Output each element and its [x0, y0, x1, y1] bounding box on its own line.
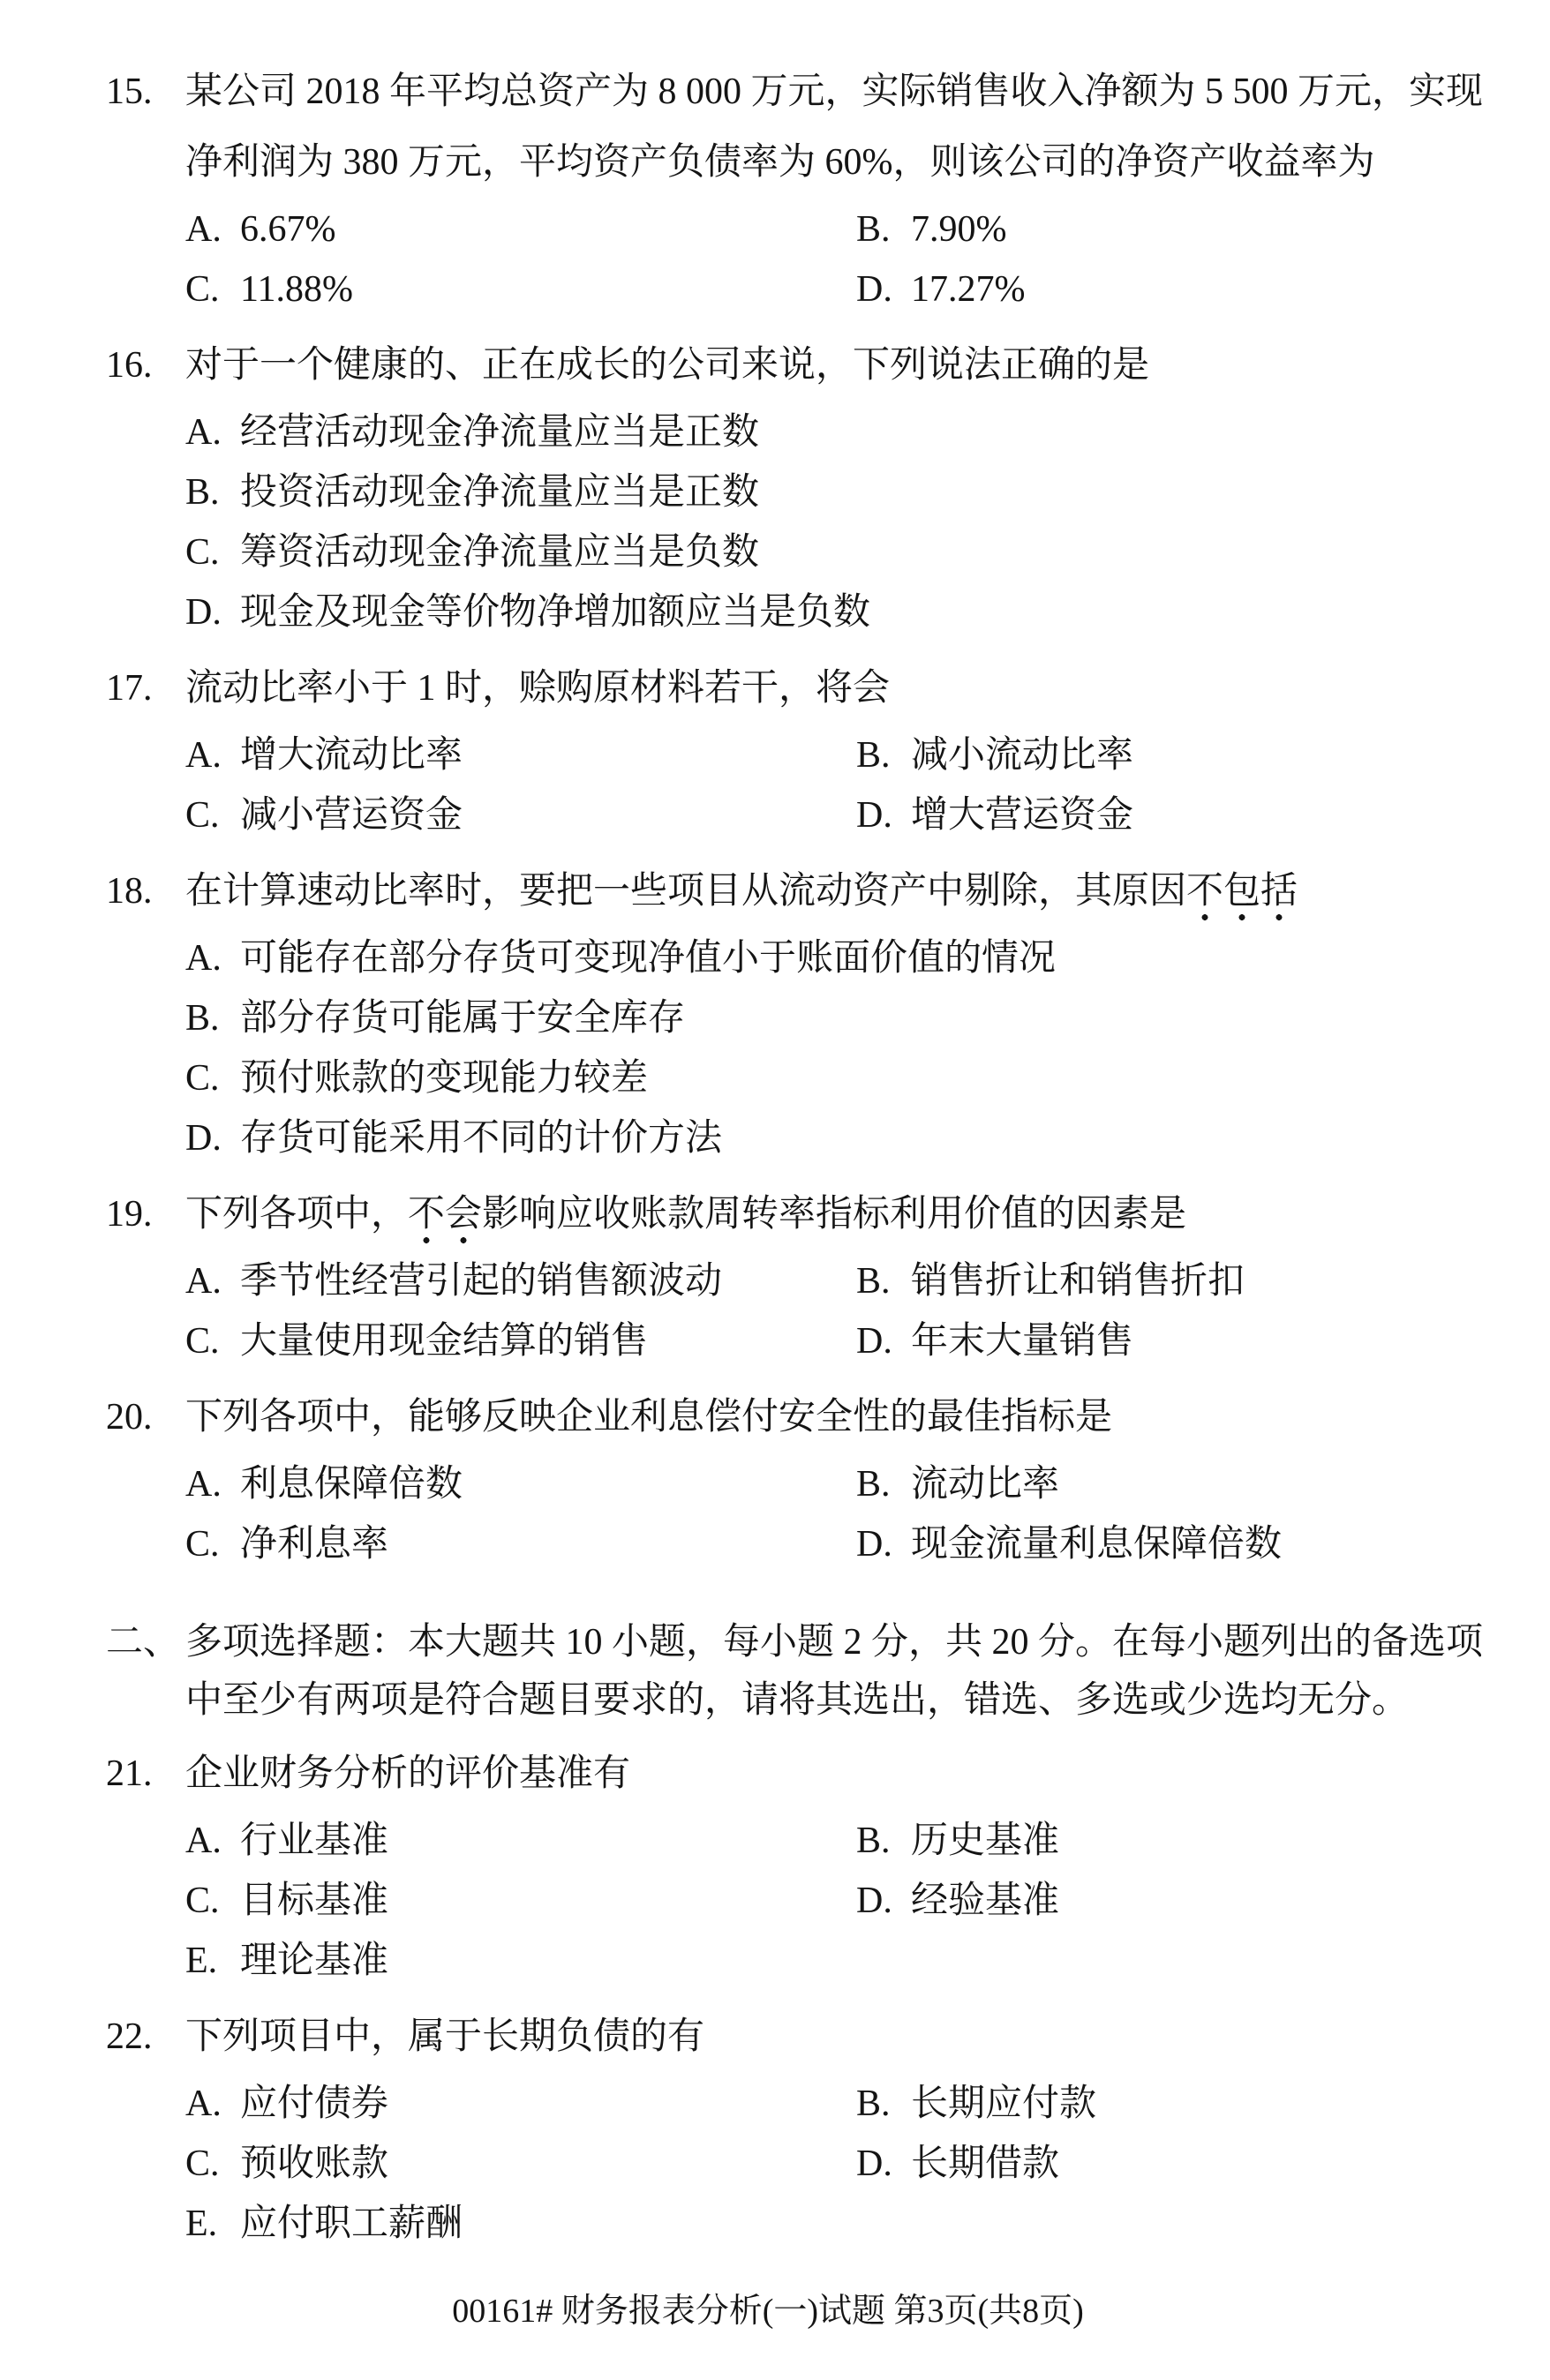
option-text: 投资活动现金净流量应当是正数	[240, 472, 760, 513]
question-22-options	[106, 2074, 1501, 2254]
option-label: C.	[185, 532, 220, 573]
option-label: B.	[856, 209, 891, 250]
option-b	[856, 199, 1501, 259]
option-label: C.	[185, 795, 220, 836]
question-number: 22.	[106, 2016, 153, 2057]
option-e	[185, 2194, 856, 2254]
option-d	[185, 582, 1501, 642]
option-text: 筹资活动现金净流量应当是负数	[240, 532, 760, 573]
option-b	[856, 725, 1501, 785]
option-label: B.	[856, 2083, 891, 2124]
question-16-stem	[106, 330, 1501, 401]
stem-text: 企业财务分析的评价基准有	[185, 1753, 631, 1794]
option-text: 7.90%	[911, 209, 1007, 250]
option-a	[185, 402, 1501, 462]
option-a	[185, 928, 1501, 988]
option-text: 利息保障倍数	[240, 1464, 463, 1505]
question-number: 20.	[106, 1397, 153, 1438]
stem-text: 对于一个健康的、正在成长的公司来说，下列说法正确的是	[185, 345, 1150, 386]
option-a	[185, 1811, 856, 1871]
option-text: 经营活动现金净流量应当是正数	[240, 412, 760, 453]
option-label: D.	[856, 1881, 892, 1921]
option-d	[856, 1514, 1501, 1574]
option-text: 6.67%	[240, 209, 336, 250]
option-label: A.	[185, 412, 222, 453]
option-text: 销售折让和销售折扣	[911, 1261, 1245, 1302]
stem-text-emphasized: 不会	[408, 1194, 482, 1246]
question-number: 15.	[106, 71, 153, 112]
stem-text-emphasized: 不包括	[1186, 871, 1298, 923]
stem-text: 流动比率小于 1 时，赊购原材料若干，将会	[185, 668, 891, 709]
option-text: 长期借款	[911, 2144, 1060, 2184]
option-text: 大量使用现金结算的销售	[240, 1321, 649, 1362]
option-a	[185, 1454, 856, 1514]
question-19-options	[106, 1251, 1501, 1371]
page-footer: 00161# 财务报表分析(一)试题 第3页(共8页)	[452, 2293, 1084, 2330]
option-text: 行业基准	[240, 1821, 389, 1861]
section-instructions: 多项选择题：本大题共 10 小题，每小题 2 分，共 20 分。在每小题列出的备选项中至少有两项是符合题目要求的，请将其选出，错选、多选或少选均无分。	[185, 1622, 1484, 1721]
option-text: 预付账款的变现能力较差	[240, 1058, 649, 1099]
option-text: 17.27%	[911, 269, 1026, 310]
option-text: 减小流动比率	[911, 735, 1134, 776]
stem-text: 在计算速动比率时，要把一些项目从流动资产中剔除，其原因	[185, 871, 1187, 912]
option-c	[185, 1871, 856, 1931]
option-text: 理论基准	[240, 1941, 389, 1981]
option-d	[856, 785, 1501, 845]
option-e	[185, 1931, 856, 1991]
option-c	[185, 1048, 1501, 1108]
option-text: 应付职工薪酬	[240, 2204, 463, 2244]
question-number: 18.	[106, 871, 153, 912]
question-number: 21.	[106, 1753, 153, 1794]
question-19-stem	[106, 1179, 1501, 1250]
option-label: C.	[185, 1058, 220, 1099]
option-text: 季节性经营引起的销售额波动	[240, 1261, 723, 1302]
question-18-options	[106, 928, 1501, 1168]
option-text: 增大流动比率	[240, 735, 463, 776]
question-21-stem	[106, 1738, 1501, 1809]
option-label: E.	[185, 1941, 218, 1981]
option-label: B.	[856, 1821, 891, 1861]
section-number: 二、	[106, 1622, 181, 1663]
option-text: 目标基准	[240, 1881, 389, 1921]
option-text: 净利息率	[240, 1524, 389, 1565]
option-label: B.	[185, 472, 220, 513]
option-label: B.	[856, 1464, 891, 1505]
question-21	[106, 1738, 1501, 1991]
option-text: 部分存货可能属于安全库存	[240, 998, 686, 1039]
question-number: 19.	[106, 1194, 153, 1235]
option-text: 可能存在部分存货可变现净值小于账面价值的情况	[240, 938, 1057, 979]
option-label: D.	[185, 592, 222, 633]
section-2-header	[106, 1613, 1501, 1730]
option-label: D.	[856, 2144, 892, 2184]
option-b	[185, 988, 1501, 1048]
option-d	[856, 1871, 1501, 1931]
question-19	[106, 1179, 1501, 1371]
option-b	[856, 1811, 1501, 1871]
option-text: 流动比率	[911, 1464, 1060, 1505]
question-15-options	[106, 199, 1501, 319]
option-text: 预收账款	[240, 2144, 389, 2184]
option-label: A.	[185, 938, 222, 979]
option-label: D.	[856, 1321, 892, 1362]
question-22-stem	[106, 2001, 1501, 2072]
option-label: C.	[185, 269, 220, 310]
question-17	[106, 653, 1501, 845]
option-d	[185, 1108, 1501, 1168]
option-text: 11.88%	[240, 269, 353, 310]
option-c	[185, 522, 1501, 582]
option-d	[856, 259, 1501, 319]
stem-text: 下列各项中，能够反映企业利息偿付安全性的最佳指标是	[185, 1397, 1113, 1438]
option-label: B.	[856, 735, 891, 776]
question-21-options	[106, 1811, 1501, 1991]
option-text: 减小营运资金	[240, 795, 463, 836]
question-17-stem	[106, 653, 1501, 724]
option-label: C.	[185, 1881, 220, 1921]
option-label: D.	[856, 795, 892, 836]
question-20-stem	[106, 1382, 1501, 1453]
option-d	[856, 1311, 1501, 1371]
option-label: A.	[185, 735, 222, 776]
question-22	[106, 2001, 1501, 2254]
question-18-stem	[106, 856, 1501, 927]
option-d	[856, 2134, 1501, 2194]
option-label: A.	[185, 209, 222, 250]
option-text: 年末大量销售	[911, 1321, 1134, 1362]
question-17-options	[106, 725, 1501, 845]
question-15	[106, 56, 1501, 319]
option-b	[856, 2074, 1501, 2134]
option-a	[185, 1251, 856, 1311]
stem-text: 某公司 2018 年平均总资产为 8 000 万元，实际销售收入净额为 5 500 万元，实现净利润为 380 万元，平均资产负债率为 60%，则该公司的净资产收益率为	[185, 71, 1484, 183]
option-text: 存货可能采用不同的计价方法	[240, 1118, 723, 1159]
exam-page	[106, 56, 1501, 2333]
option-a	[185, 2074, 856, 2134]
question-20	[106, 1382, 1501, 1574]
option-c	[185, 785, 856, 845]
question-20-options	[106, 1454, 1501, 1574]
question-15-stem	[106, 56, 1501, 198]
option-c	[185, 259, 856, 319]
question-16-options	[106, 402, 1501, 642]
option-label: E.	[185, 2204, 218, 2244]
option-b	[185, 462, 1501, 522]
option-label: C.	[185, 1321, 220, 1362]
option-label: A.	[185, 1261, 222, 1302]
option-text: 经验基准	[911, 1881, 1060, 1921]
question-number: 16.	[106, 345, 153, 386]
option-label: A.	[185, 2083, 222, 2124]
option-label: D.	[856, 269, 892, 310]
option-b	[856, 1454, 1501, 1514]
option-c	[185, 1514, 856, 1574]
option-text: 应付债券	[240, 2083, 389, 2124]
question-18	[106, 856, 1501, 1168]
option-label: D.	[856, 1524, 892, 1565]
stem-text: 影响应收账款周转率指标利用价值的因素是	[482, 1194, 1187, 1235]
stem-text: 下列各项中，	[185, 1194, 409, 1235]
option-label: D.	[185, 1118, 222, 1159]
stem-text: 下列项目中，属于长期负债的有	[185, 2016, 705, 2057]
option-label: A.	[185, 1821, 222, 1861]
option-a	[185, 199, 856, 259]
option-text: 增大营运资金	[911, 795, 1134, 836]
option-label: B.	[856, 1261, 891, 1302]
option-text: 现金流量利息保障倍数	[911, 1524, 1283, 1565]
option-text: 历史基准	[911, 1821, 1060, 1861]
option-text: 现金及现金等价物净增加额应当是负数	[240, 592, 871, 633]
question-16	[106, 330, 1501, 642]
option-c	[185, 2134, 856, 2194]
option-label: B.	[185, 998, 220, 1039]
option-b	[856, 1251, 1501, 1311]
option-label: C.	[185, 2144, 220, 2184]
option-label: C.	[185, 1524, 220, 1565]
option-c	[185, 1311, 856, 1371]
option-text: 长期应付款	[911, 2083, 1097, 2124]
question-number: 17.	[106, 668, 153, 709]
option-label: A.	[185, 1464, 222, 1505]
option-a	[185, 725, 856, 785]
